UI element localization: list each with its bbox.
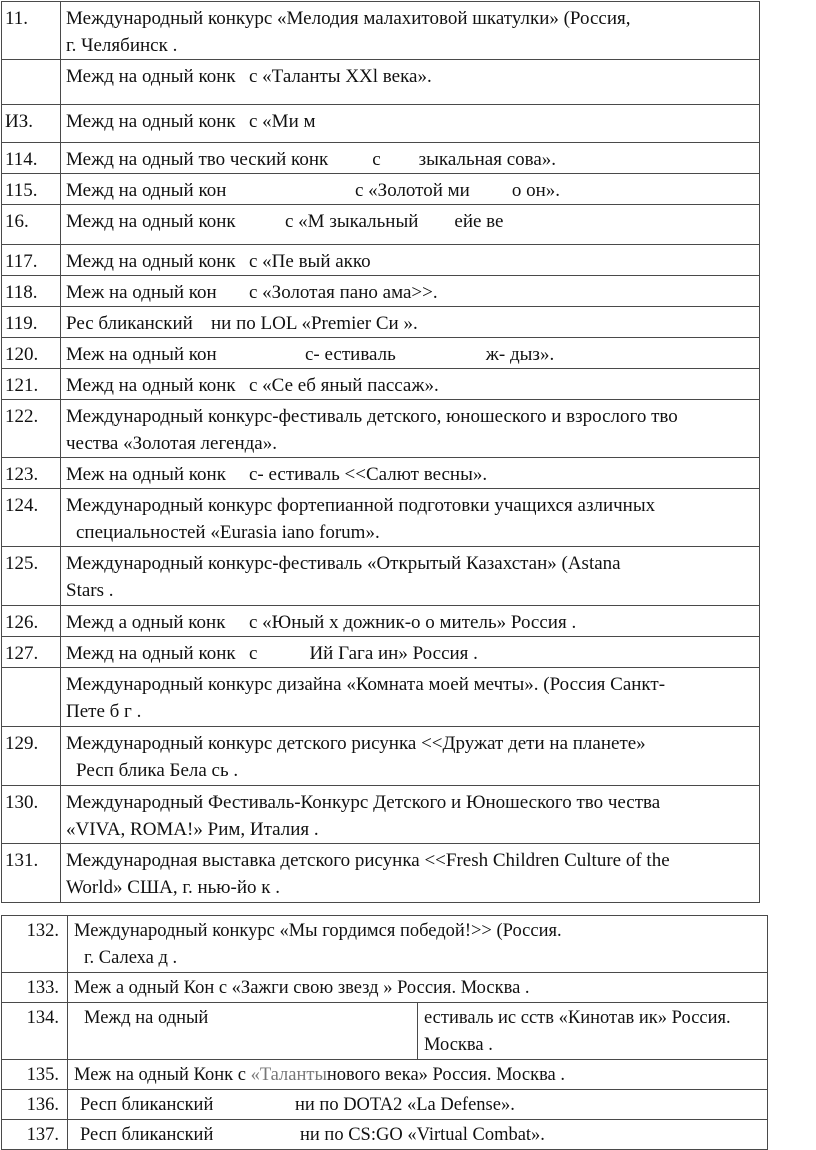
table-row [2, 489, 760, 547]
table-row [2, 916, 768, 973]
row-text-line: Международный конкурс-фестиваль детского, юношеского и взрослого тво [66, 406, 678, 427]
row-text [68, 1120, 768, 1150]
row-number: 117. [2, 245, 61, 276]
row-number: 134. [2, 1003, 68, 1060]
row-text [61, 205, 760, 245]
row-text [61, 143, 760, 174]
row-text-part: Межд на одный [84, 1008, 209, 1028]
table-row [2, 1090, 768, 1120]
row-text-part: ейе ве [454, 211, 504, 232]
row-text-part: Меж на одный конк [66, 464, 226, 485]
table-row [2, 1120, 768, 1150]
table-row [2, 844, 760, 903]
row-text-part: нового века» Россия. Москва . [326, 1065, 566, 1085]
table-row [2, 727, 760, 786]
row-text-part: Межд на одный кон [66, 180, 227, 201]
row-text [61, 844, 760, 903]
row-text-part: Межд на одный конк [66, 111, 236, 132]
row-text [61, 547, 760, 606]
row-text-left [68, 1003, 418, 1060]
row-number: 120. [2, 338, 61, 369]
row-text-line: специальностей «Eurasia iano forum». [76, 522, 380, 543]
table-row [2, 547, 760, 606]
row-text: Меж а одный Кон с «Зажги свою звезд » Россия. Москва . [68, 973, 768, 1003]
row-text-part: зыкальная сова». [418, 149, 557, 170]
row-number: 118. [2, 276, 61, 307]
row-text [61, 727, 760, 786]
table-row [2, 1003, 768, 1060]
row-text [61, 668, 760, 727]
row-text-line: чества «Золотая легенда». [66, 433, 277, 454]
row-number: 11. [2, 2, 61, 60]
row-text-part: с [372, 149, 381, 170]
row-text-part: с [249, 643, 258, 664]
table-row [2, 2, 760, 60]
row-text [61, 307, 760, 338]
row-number: 123. [2, 458, 61, 489]
row-text-part: Меж на одный кон [66, 282, 217, 303]
row-text-part: Респ бликанский [80, 1095, 214, 1115]
row-text-line: Респ блика Бела сь . [76, 760, 239, 781]
table-row [2, 973, 768, 1003]
table-row [2, 307, 760, 338]
row-text-part: Межд на одный тво ческий конк [66, 149, 329, 170]
competitions-table-continued [1, 915, 768, 1150]
row-number: 121. [2, 369, 61, 400]
row-text-part: с «Золотая пано ама>>. [249, 282, 438, 303]
row-text [61, 458, 760, 489]
row-text-part: Межд на одный конк [66, 643, 236, 664]
table-row [2, 458, 760, 489]
row-text-part: Межд на одный конк [66, 66, 236, 87]
row-number: 126. [2, 606, 61, 637]
row-text-part: с «Пе вый акко [249, 251, 371, 272]
row-text-part: Межд а одный конк [66, 612, 226, 633]
table-row [2, 105, 760, 143]
row-text-line: Международный конкурс «Мы гордимся победой!>> (Россия. [74, 921, 562, 941]
row-text-part: с «М зыкальный [285, 211, 419, 232]
row-text [61, 105, 760, 143]
row-text-part: Респ бликанский [80, 1125, 214, 1145]
competitions-table-main [1, 1, 760, 903]
row-number: 131. [2, 844, 61, 903]
row-text [68, 1060, 768, 1090]
row-text-line: Международный Фестиваль-Конкурс Детского и Юношеского тво чества [66, 792, 661, 813]
row-text-part: ж- дыз». [485, 344, 555, 365]
row-text [61, 606, 760, 637]
row-text-part: с- естиваль <<Салют весны». [249, 464, 488, 485]
row-text-line: Международный конкурс «Мелодия малахитовой шкатулки» (Россия, [66, 8, 631, 29]
row-number: 130. [2, 786, 61, 844]
table-row [2, 245, 760, 276]
row-number: 124. [2, 489, 61, 547]
row-text [61, 276, 760, 307]
row-text [61, 637, 760, 668]
row-text-line: «VIVA, ROMA!» Рим, Италия . [66, 819, 319, 840]
row-number: 122. [2, 400, 61, 458]
row-text-part: с «Се еб яный пассаж». [249, 375, 439, 396]
row-text-line: Международный конкурс-фестиваль «Открытый Казахстан» (Astana [66, 553, 621, 574]
row-number: 136. [2, 1090, 68, 1120]
row-text [61, 60, 760, 105]
row-text-part: о он». [511, 180, 561, 201]
row-text-line: Международный конкурс фортепианной подготовки учащихся азличных [66, 495, 656, 516]
row-text-part: Меж на одный Конк с [74, 1065, 251, 1085]
row-text-part: ни по LOL «Premier Си ». [211, 313, 418, 334]
row-number: 125. [2, 547, 61, 606]
row-text [68, 916, 768, 973]
row-number: 135. [2, 1060, 68, 1090]
table-row [2, 369, 760, 400]
table-row [2, 668, 760, 727]
row-text-part: Меж на одный кон [66, 344, 217, 365]
row-text-line: г. Челябинск . [66, 35, 178, 56]
table-row [2, 400, 760, 458]
row-number: 115. [2, 174, 61, 205]
row-text-part: ни по DOTA2 «La Defense». [295, 1095, 515, 1115]
row-text-part: с «Таланты XXl века». [249, 66, 432, 87]
row-number: 16. [2, 205, 61, 245]
table-row [2, 174, 760, 205]
row-text [61, 489, 760, 547]
row-text-line: World» США, г. нью-йо к . [66, 877, 280, 898]
row-number: 129. [2, 727, 61, 786]
row-text [61, 245, 760, 276]
row-text-part: Межд на одный конк [66, 375, 236, 396]
row-text-part: ни по CS:GO «Virtual Combat». [300, 1125, 545, 1145]
row-text-line: Международный конкурс детского рисунка <<Дружат дети на планете» [66, 733, 646, 754]
table-row [2, 786, 760, 844]
row-text-part: Межд на одный конк [66, 211, 236, 232]
row-text-line: Международный конкурс дизайна «Комната моей мечты». (Россия Санкт- [66, 674, 666, 695]
row-text [61, 2, 760, 60]
row-text [61, 400, 760, 458]
row-text-part: с «Золотой ми [355, 180, 470, 201]
row-number: 132. [2, 916, 68, 973]
table-row [2, 205, 760, 245]
row-text [61, 338, 760, 369]
row-text-right: естиваль ис сств «Кинотав ик» Россия. Москва . [418, 1003, 768, 1060]
row-text-faded: «Таланты [250, 1065, 327, 1085]
row-number [2, 60, 61, 105]
row-text [61, 174, 760, 205]
row-number: 119. [2, 307, 61, 338]
table-row [2, 60, 760, 105]
row-text-line: Международная выставка детского рисунка <<Fresh Children Culture of the [66, 850, 670, 871]
row-text [68, 1090, 768, 1120]
table-row [2, 637, 760, 668]
row-number: 127. [2, 637, 61, 668]
row-number [2, 668, 61, 727]
row-text-part: Межд на одный конк [66, 251, 236, 272]
row-text-part: с- естиваль [305, 344, 396, 365]
table-row [2, 338, 760, 369]
row-text [61, 786, 760, 844]
row-text-line: Пете б г . [66, 701, 142, 722]
row-text-part: Ий Гага ин» Россия . [309, 643, 478, 664]
table-row [2, 143, 760, 174]
row-number: 114. [2, 143, 61, 174]
row-number: ИЗ. [2, 105, 61, 143]
row-text-part: с «Ми м [249, 111, 316, 132]
table-row [2, 606, 760, 637]
row-number: 137. [2, 1120, 68, 1150]
table-row [2, 1060, 768, 1090]
row-number: 133. [2, 973, 68, 1003]
row-text-line: Stars . [66, 580, 114, 601]
row-text-part: Рес бликанский [66, 313, 193, 334]
row-text [61, 369, 760, 400]
table-row [2, 276, 760, 307]
row-text-part: с «Юный х дожник-о о митель» Россия . [249, 612, 577, 633]
row-text-line: г. Салеха д . [84, 948, 178, 968]
